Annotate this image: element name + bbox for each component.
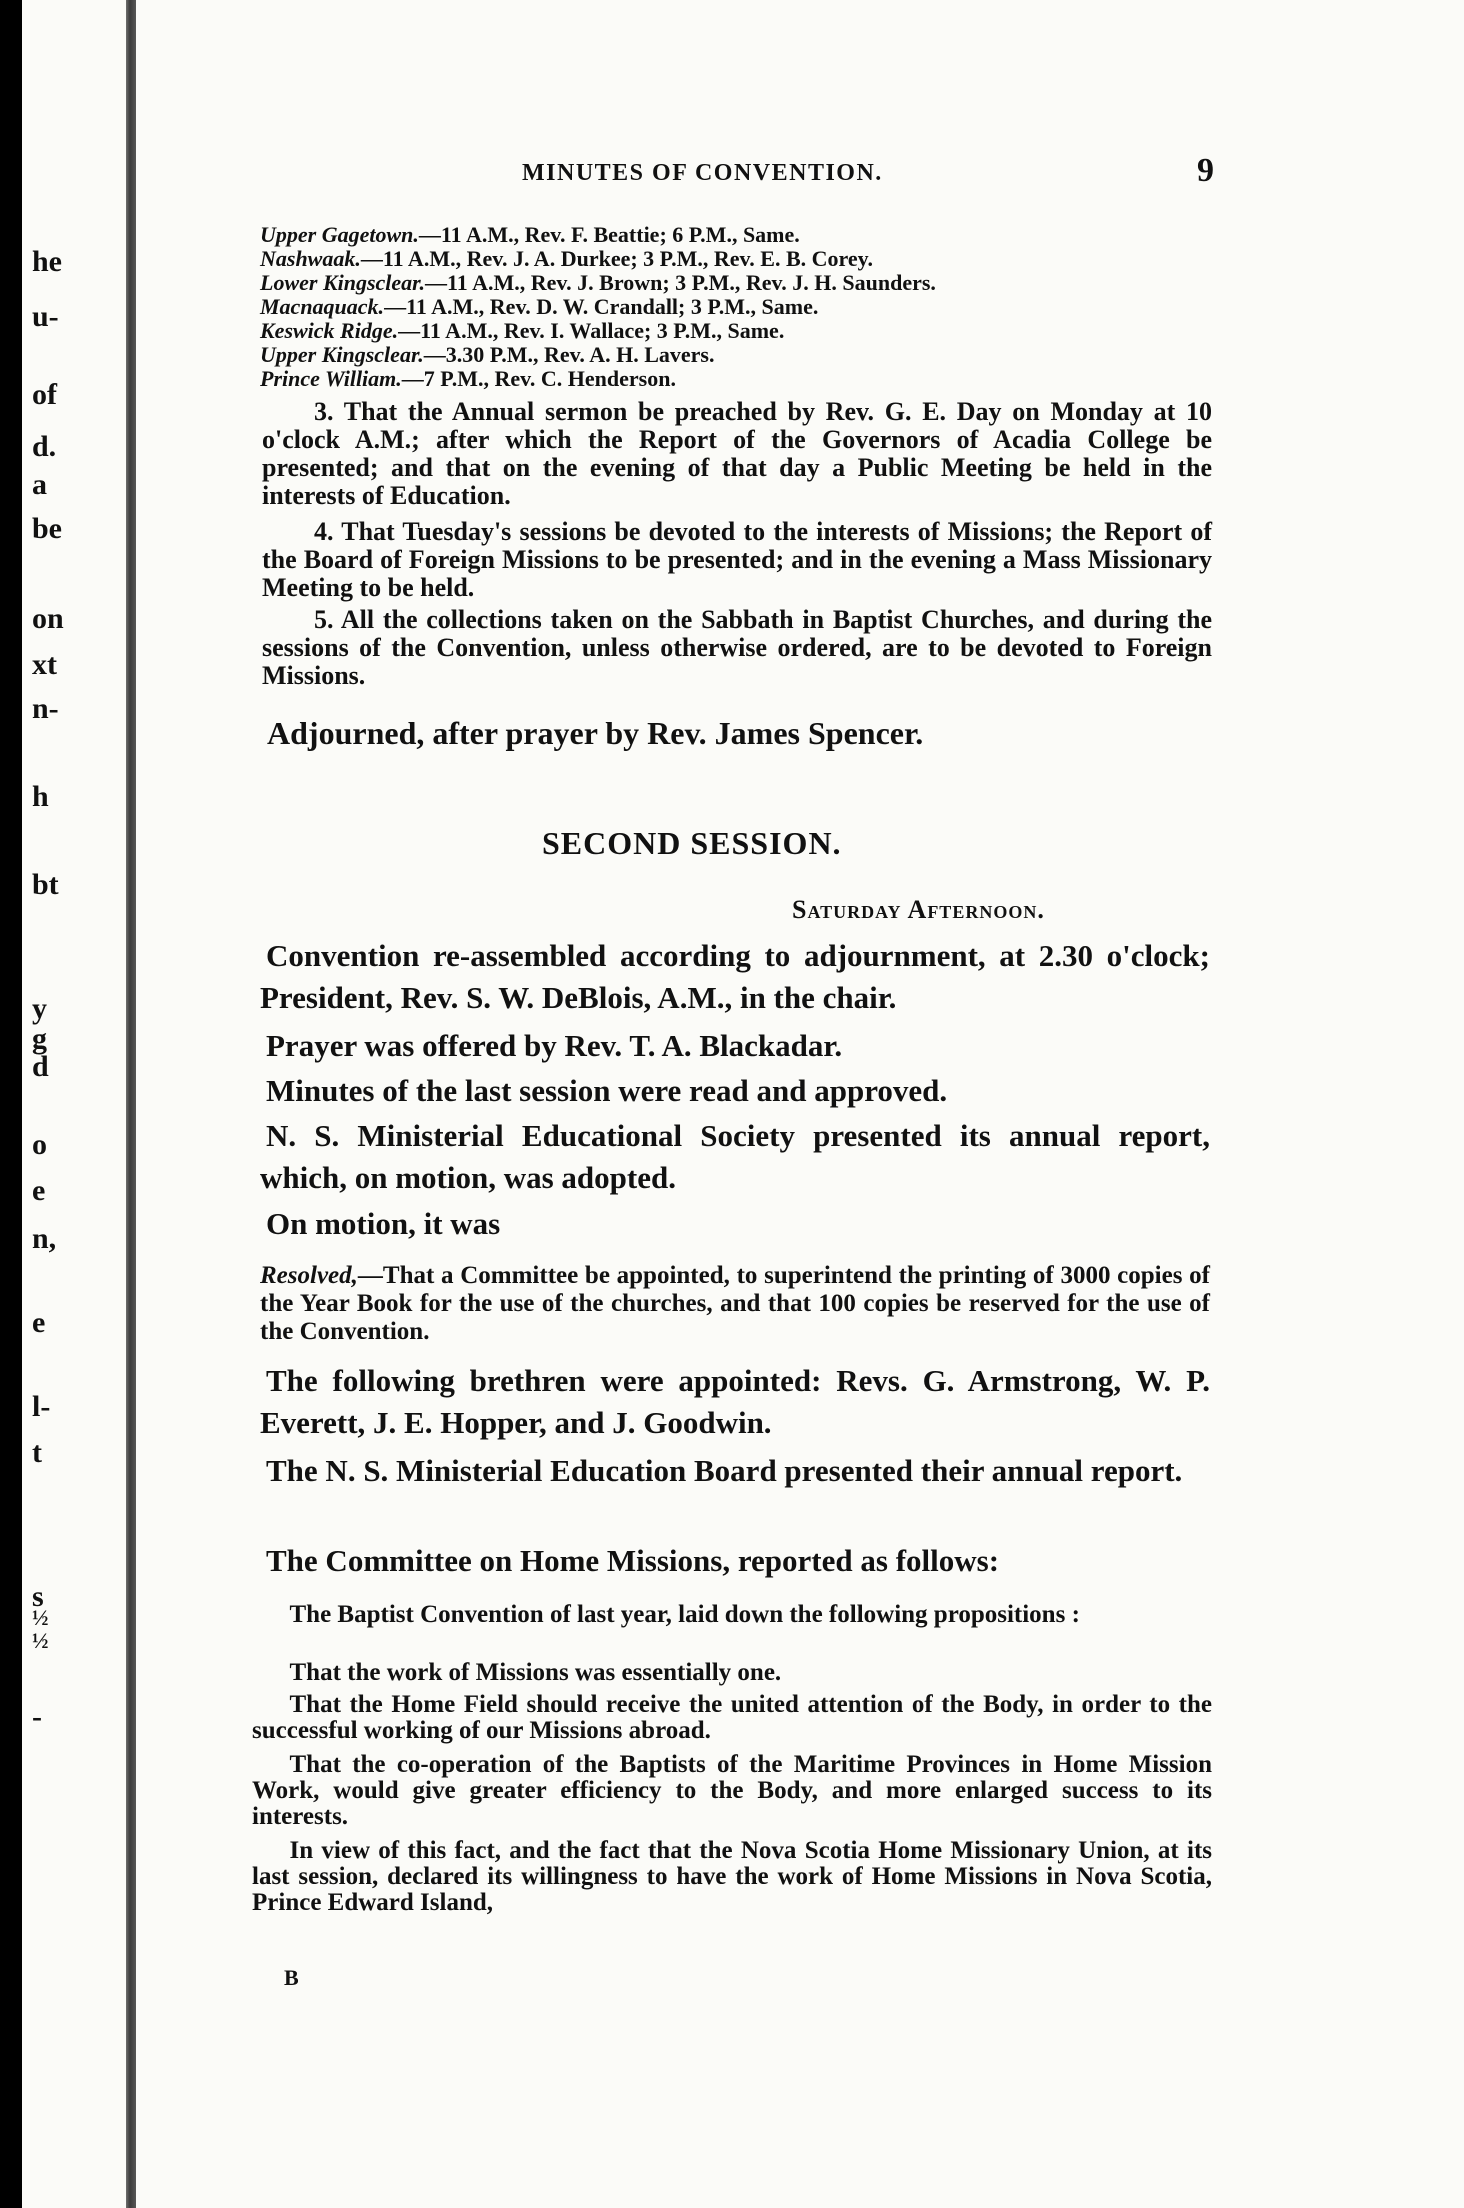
meeting-line xyxy=(260,270,936,296)
body-paragraph: Convention re-assembled according to adjournment, at 2.30 o'clock; President, Rev. S. W. DeBlois, A.M., in the chair. xyxy=(260,938,1210,1015)
margin-fragment: - xyxy=(32,1700,42,1733)
margin-fragment: of xyxy=(32,378,57,411)
margin-fragment: on xyxy=(32,602,64,635)
report-paragraph: In view of this fact, and the fact that the Nova Scotia Home Missionary Union, at its last session, declared its willingness to have the work of Home Missions in Nova Scotia, Prince Edward Island, xyxy=(252,1837,1212,1916)
body-paragraph: N. S. Ministerial Educational Society presented its annual report, which, on motion, was adopted. xyxy=(260,1118,1210,1195)
margin-fragment: a xyxy=(32,468,47,501)
body-paragraph: Prayer was offered by Rev. T. A. Blackadar. xyxy=(266,1028,843,1063)
adjournment-note: Adjourned, after prayer by Rev. James Spencer. xyxy=(267,715,924,751)
meeting-detail: —3.30 P.M., Rev. A. H. Lavers. xyxy=(423,342,715,367)
meeting-line xyxy=(260,342,714,368)
meeting-detail: —11 A.M., Rev. F. Beattie; 6 P.M., Same. xyxy=(418,222,800,247)
margin-fragment: t xyxy=(32,1436,42,1469)
section-heading: SECOND SESSION. xyxy=(542,825,842,861)
facing-page-margin xyxy=(22,0,112,2208)
meeting-line xyxy=(260,366,676,392)
margin-fragment: g xyxy=(32,1022,47,1055)
margin-fragment: ½ xyxy=(32,1605,49,1630)
margin-fragment: y xyxy=(32,992,47,1025)
margin-fragment: n- xyxy=(32,692,59,725)
margin-fragment: l- xyxy=(32,1390,51,1423)
margin-fragment: n, xyxy=(32,1222,57,1255)
meeting-place: Upper Gagetown. xyxy=(260,222,419,247)
margin-fragment: h xyxy=(32,780,49,813)
meeting-detail: —11 A.M., Rev. D. W. Crandall; 3 P.M., Same. xyxy=(384,294,819,319)
meeting-place: Lower Kingsclear. xyxy=(260,270,426,295)
meeting-detail: —7 P.M., Rev. C. Henderson. xyxy=(401,366,676,391)
document-page xyxy=(22,0,1464,2208)
meeting-line xyxy=(260,246,873,272)
meeting-detail: —11 A.M., Rev. J. A. Durkee; 3 P.M., Rev. E. B. Corey. xyxy=(360,246,873,271)
margin-fragment: s xyxy=(32,1580,44,1613)
margin-fragment: ½ xyxy=(32,1628,49,1653)
body-paragraph: The Committee on Home Missions, reported as follows: xyxy=(266,1543,1000,1578)
resolved-label: Resolved, xyxy=(260,1262,358,1289)
meeting-place: Upper Kingsclear. xyxy=(260,342,424,367)
resolution-item: 4. That Tuesday's sessions be devoted to the interests of Missions; the Report of the Board of Foreign Missions to be presented; and in the evening a Mass Missionary Meeting to be held. xyxy=(262,517,1212,602)
margin-fragment: u- xyxy=(32,300,59,333)
meeting-detail: —11 A.M., Rev. I. Wallace; 3 P.M., Same. xyxy=(398,318,785,343)
report-paragraph: The Baptist Convention of last year, laid down the following propositions : xyxy=(289,1601,1080,1628)
meeting-place: Macnaquack. xyxy=(260,294,385,319)
margin-fragment: xt xyxy=(32,648,57,681)
report-paragraph: That the Home Field should receive the united attention of the Body, in order to the successful working of our Missions abroad. xyxy=(252,1691,1212,1744)
report-paragraph: That the work of Missions was essentially one. xyxy=(289,1659,782,1686)
page-number: 9 xyxy=(1197,152,1214,189)
meeting-line xyxy=(260,294,818,320)
body-paragraph: The following brethren were appointed: Revs. G. Armstrong, W. P. Everett, J. E. Hopper, and J. Goodwin. xyxy=(260,1363,1210,1440)
margin-fragment: d. xyxy=(32,430,57,463)
session-time: Saturday Afternoon. xyxy=(792,895,1045,924)
resolution-item: 5. All the collections taken on the Sabbath in Baptist Churches, and during the sessions of the Convention, unless otherwise ordered, are to be devoted to Foreign Missions. xyxy=(262,605,1212,690)
resolution-item: 3. That the Annual sermon be preached by Rev. G. E. Day on Monday at 10 o'clock A.M.; after which the Report of the Governors of Acadia College be presented; and that on the evening of that day a Public Meeting be held in the interests of Education. xyxy=(262,397,1212,510)
margin-fragment: e xyxy=(32,1306,46,1339)
margin-fragment: he xyxy=(32,245,62,278)
margin-fragment: be xyxy=(32,512,62,545)
binding-gutter xyxy=(126,0,136,2208)
meeting-line xyxy=(260,222,800,248)
meeting-line xyxy=(260,318,784,344)
meeting-place: Prince William. xyxy=(260,366,402,391)
margin-fragment: o xyxy=(32,1128,47,1161)
body-paragraph: The N. S. Ministerial Education Board presented their annual report. xyxy=(266,1453,1183,1488)
meeting-place: Nashwaak. xyxy=(260,246,361,271)
signature-mark: B xyxy=(284,1965,299,1990)
meeting-place: Keswick Ridge. xyxy=(260,318,399,343)
body-paragraph: Minutes of the last session were read and approved. xyxy=(266,1073,948,1108)
body-paragraph: On motion, it was xyxy=(266,1206,501,1241)
resolved-paragraph xyxy=(260,1262,1210,1346)
margin-fragment: bt xyxy=(32,868,59,901)
report-paragraph: That the co-operation of the Baptists of the Maritime Provinces in Home Mission Work, would give greater efficiency to the Body, and more enlarged success to its interests. xyxy=(252,1751,1212,1830)
margin-fragment: e xyxy=(32,1174,46,1207)
running-head: MINUTES OF CONVENTION. xyxy=(522,160,883,186)
meeting-detail: —11 A.M., Rev. J. Brown; 3 P.M., Rev. J. H. Saunders. xyxy=(425,270,936,295)
margin-fragment: d xyxy=(32,1050,49,1083)
resolved-text: —That a Committee be appointed, to superintend the printing of 3000 copies of the Year Book for the use of the churches, and that 100 copies be reserved for the use of the Convention. xyxy=(260,1262,1210,1345)
